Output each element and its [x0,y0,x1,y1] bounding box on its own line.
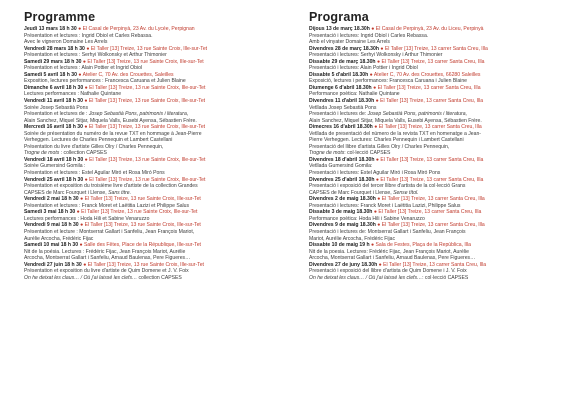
event-venue: Salle des Fêtes, Place de la République, Ille-sur-Tet [84,242,201,249]
event-text: Presentació i lectures: Franck Moret i Laëtitia Lazizi, Philippe Salus [309,202,461,209]
event-entry [309,262,561,282]
bullet-icon: ● [375,176,379,183]
event-title-italic: Trogne de mots [24,150,60,157]
event-venue: El Taller [13] Treize, 13 rue Sainte Croix, Ille-sur-Tet [89,176,206,183]
event-entry [24,98,276,124]
bullet-icon: ● [371,26,375,32]
event-date: Dissabte 3 de maig 18.30h [309,209,373,216]
event-text: Exposició, lectures i performances: Francesca Caruana i Julien Blaine [309,78,467,85]
event-entry [24,157,276,177]
event-title-italic: Josep Sebastià Pons, patrimonis i literatura, [88,111,189,118]
event-venue: El Taller [13] Treize, 13 rue Sainte Croix, Ille-sur-Tet [89,84,206,91]
event-text: Nit de la poésia. Lectures : Frédéric Fijac, Jean François Mariot, Aurélie [24,248,186,255]
event-date: Vendredi 9 mai 18 h 30 [24,222,79,229]
event-text: Presentació i lectures: Serhyi Wolkonsky i Arthur Thimonier [309,52,443,59]
event-text: Présentation du livre d'artiste Gilles Olry / Charles Pennequin, [24,143,164,150]
event-entry [309,26,561,46]
event-title-italic: Sans titre. [108,189,132,196]
event-text: CAPSES de Marc Fourquet i Llense, [24,189,109,196]
event-date: Diumenge 6 d'abril 18.30h [309,84,372,91]
event-date: Vendredi 25 avril 18 h 30 [24,176,84,183]
bullet-icon: ● [374,124,378,131]
event-entry [24,85,276,98]
event-venue: El Taller [13] Treize, 13 rue Sainte Croix, Ille-sur-Tet [89,156,206,163]
event-venue: El Taller [13] Treize, 13 carrer Santa Creu, Illa [377,84,481,91]
event-entry [309,98,561,124]
event-text-after: collection CAPSES [137,274,182,281]
event-date: Samedi 10 mai 18 h 30 [24,242,79,249]
event-entry [24,72,276,85]
event-text-after: : col·lecció CAPSES [422,274,469,281]
event-venue: El Taller [13] Treize, 13 rue Sainte Croix, Ille-sur-Tet [87,261,204,268]
bullet-icon: ● [84,176,88,183]
event-text: Présentation et lectures : Alain Pottier et Ingrid Obiol [24,65,143,72]
event-list-catalan [309,26,561,281]
event-text: Alain Sanchez, Miquel Sitjar, Miquela Valls, Eusebi Ayensa, Sébastien Frère. [309,117,482,124]
event-text: Lectures performances : Nathalie Quintane [24,91,122,98]
event-venue: El Taller [13] Treize, 13 rue Sainte Croix, Ille-sur-Tet [81,209,198,216]
event-venue: El Taller [13] Treize, 13 carrer Santa Creu, Illa [381,58,485,65]
event-list-french [24,26,276,281]
event-venue: El Taller [13] Treize, 13 carrer Santa Creu, Illa [380,156,484,163]
event-text: Mariot, Aurélie Arcocha, Frédéric Fijac [309,235,396,242]
bullet-icon: ● [79,242,83,249]
event-venue: El Taller [13] Treize, 13 rue Sainte Croix, Ille-sur-Tet [84,222,201,229]
event-text: Présentation et exposition du livre d'artiste de Quim Domene et J. V. Foix [24,268,189,275]
bullet-icon: ● [86,45,90,52]
event-venue: El Taller [13] Treize, 13 rue Sainte Croix, Ille-sur-Tet [84,196,201,203]
bullet-icon: ● [80,222,84,229]
event-venue: Sala de Festes, Plaça de la República, Illa [375,242,471,249]
event-text: Verheggen. Lectures de Charles Pennequin et Lambert Castellani [24,137,173,144]
event-venue: El Taller [13] Treize, 13 carrer Santa Creu, Illa [380,98,484,105]
event-title-italic: On he deixat les claus… / Où j'ai laissé les clefs… [309,274,423,281]
program-column-catalan [309,10,561,281]
event-description-line [24,275,276,282]
event-date: Dijous 13 de març 18.30h [309,26,370,32]
event-venue: Atelier C, 70 Av. des Crouettes, 66280 Saleilles [373,71,481,78]
event-title-italic: On he deixat les claus… / Où j'ai laissé les clefs… [24,274,138,281]
event-text: Lectures performances : Hoda Hili et Sabine Venaruzzo [24,215,150,222]
event-text: Aurélie Arcocha, Frédéric Fijac [24,235,94,242]
event-venue: El Taller [13] Treize, 13 rue Sainte Croix, Ille-sur-Tet [88,98,206,105]
event-entry [309,157,561,177]
event-text: Présentation et lectures : Serhyi Wolkonsky et Arthur Thimonier [24,52,167,59]
event-venue: El Taller [13] Treize, 13 rue Sainte Croix, Ille-sur-Tet [88,124,206,131]
bullet-icon: ● [377,196,381,203]
bullet-icon: ● [369,71,373,78]
event-text: Arcocha, Montserrat Gallart i Sanfeliu, Arnaud Baulenas, Pere Figueres… [24,255,191,262]
event-venue: Atelier C, 70 Av. des Crouettes, Saleilles [82,71,174,78]
event-entry [24,26,276,46]
event-venue: El Taller [13] Treize, 13 rue Sainte Croix, Ille-sur-Tet [87,58,204,65]
bullet-icon: ● [378,261,382,268]
event-date: Samedi 3 mai 18 h 30 [24,209,76,216]
bullet-icon: ● [375,156,379,163]
bullet-icon: ● [80,196,84,203]
event-text-after: : col·lecció CAPSES [344,150,391,157]
event-text: Soirée de présentation du numéro de la revue TXT en hommage à Jean-Pierre [24,130,202,137]
event-entry [24,242,276,262]
event-text: Soirée Josep Sebastià Pons [24,104,88,111]
bullet-icon: ● [373,84,377,91]
event-text: Présentation et lectures : Estel Aguilar Miró et Rosa Miró Pons [24,170,165,177]
event-text: Vetllada Gumersind Gomila: [309,163,373,170]
bullet-icon: ● [375,98,379,105]
event-text: Presentació i lectures: Ingrid Obiol i Carles Rebassa. [309,32,429,39]
event-venue: El Taller [13] Treize, 13 carrer Santa Creu, Illa [378,209,482,216]
event-text: Performance poètica: Nathalie Quintane [309,91,400,98]
event-text: Presentació i lectures de: Montserrat Gallart i Sanfeliu, Jean François [309,228,466,235]
event-venue: El Taller [13] Treize, 13 carrer Santa Creu, Illa [378,124,482,131]
bullet-icon: ● [84,84,88,91]
event-text: Présentation et lectures : Ingrid Obiol et Carles Rebassa. [24,32,153,39]
bullet-icon: ● [76,209,80,216]
event-date: Vendredi 28 mars 18 h 30 [24,45,85,52]
event-date: Divendres 25 d'abril 18.30h [309,176,375,183]
event-date: Divendres 11 d'abril 18.30h [309,98,375,105]
event-date: Vendredi 11 avril 18 h 30 [24,98,83,105]
bullet-icon: ● [377,222,381,229]
event-date: Dissabte 5 d'abril 18.30h [309,71,369,78]
event-description-line [309,275,561,282]
event-entry [24,222,276,242]
program-title-french: Programme [24,10,96,24]
event-venue: El Taller [13] Treize, 13 carrer Santa Creu, Illa [380,176,484,183]
bullet-icon: ● [84,98,88,105]
event-text: Performance poètica: Hoda Hili i Sabine Venaruzzo [309,215,425,222]
event-date: Jeudi 13 mars 18 h 30 [24,26,77,32]
event-entry [309,196,561,209]
event-text: Présentation et lecture : Montserrat Gallart i Sanfeliu, Jean François Mariot, [24,228,195,235]
bullet-icon: ● [82,58,86,65]
event-text: Presentació i exposició del llibre d'artista de Quim Domene i J. V. Foix [309,268,467,275]
event-venue: El Taller [13] Treize, 13 carrer Santa Creu, Illa [381,196,485,203]
event-date: Dimanche 6 avril 18 h 30 [24,84,84,91]
event-text: Presentació i exposició del tercer llibre d'artista de la col·lecció Grans [309,183,466,190]
event-entry [24,262,276,282]
event-text-after: : collection CAPSES [59,150,107,157]
event-entry [24,124,276,157]
event-entry [309,242,561,262]
event-text: Présentation et lectures : Franck Moret et Laëtitia Lazizi et Philippe Salus [24,202,190,209]
event-text: Exposition, lectures performances : Francesca Caruana et Julien Blaine [24,78,186,85]
event-text: Pierre Verheggen. Lectures: Charles Pennequin i Lambert Castellani [309,137,464,144]
bullet-icon: ● [373,209,377,216]
event-date: Dimecres 16 d'abril 18.30h [309,124,373,131]
event-entry [24,59,276,72]
event-text: Arcocha, Montserrat Gallart i Sanfeliu, Arnaud Baulenas, Pere Figueres… [309,255,476,262]
event-text: Amb el vinyater Domaine Les Arrels [309,39,390,46]
event-date: Divendres 27 de juny 18.30h [309,261,378,268]
event-text: Presentació i lectures de: [309,111,368,118]
event-text: Vetllada de presentació del número de la revista TXT en homenatge a Jean- [309,130,481,137]
bullet-icon: ● [376,58,381,65]
event-date: Vendredi 18 avril 18 h 30 [24,156,84,163]
bullet-icon: ● [78,26,82,32]
event-date: Vendredi 27 juin 18 h 30 [24,261,82,268]
event-date: Divendres 2 de maig 18.30h [309,196,376,203]
event-text: Nit de la poesia. Lectures: Frédéric Fijac, Jean François Mariot, Aurélie [309,248,469,255]
program-title-catalan: Programa [309,10,369,24]
event-text: Presentació i lectures: Estel Aguilar Miró i Rosa Miró Pons [309,170,441,177]
event-date: Dissabte 10 de maig 19 h [309,242,370,249]
event-date: Divendres 9 de maig 18.30h [309,222,376,229]
event-text: Presentació i lectures: Alain Pottier i Ingrid Obiol [309,65,418,72]
event-date: Mercredi 16 avril 18 h 30 [24,124,83,131]
event-entry [24,177,276,197]
bullet-icon: ● [78,71,82,78]
event-entry [24,196,276,209]
event-date: Dissabte 29 de març 18.30h [309,58,376,65]
event-date: Samedi 5 avril 18 h 30 [24,71,77,78]
event-entry [24,46,276,59]
event-entry [309,222,561,242]
event-title-italic: Sense títol. [393,189,419,196]
bullet-icon: ● [380,45,384,52]
event-text: Soirée Gumersind Gomila : [24,163,86,170]
event-text: CAPSES de Marc Fourquet i Llense, [309,189,394,196]
event-text: Alain Sanchez, Miquel Sitjar, Miquela Valls, Eusebi Ayensa, Sébastien Frère. [24,117,197,124]
event-text: Avec le vigneron Domaine Les Arrels [24,39,108,46]
event-entry [309,124,561,157]
event-text: Vetllada Josep Sebastià Pons [309,104,377,111]
event-date: Vendredi 2 mai 18 h 30 [24,196,79,203]
event-title-italic: Trogne de mots [309,150,345,157]
event-venue: El Casal de Perpinyà, 23 Av. du Liceu, Perpinyà [375,26,484,32]
event-entry [309,85,561,98]
event-venue: El Taller [13] Treize, 13 carrer Santa Creu, Illa [384,45,488,52]
bullet-icon: ● [371,242,375,249]
event-entry [309,59,561,72]
event-date: Divendres 18 d'abril 18.30h [309,156,375,163]
event-date: Samedi 29 mars 18 h 30 [24,58,82,65]
event-text: Presentació del llibre d'artista Gilles Olry / Charles Pennequin, [309,143,450,150]
event-title-italic: Josep Sebastià Pons, patrimonis i literatura, [367,111,467,118]
event-date: Divendres 28 de març 18.30h [309,45,379,52]
event-text: Présentation et exposition du troisième livre d'artiste de la collection Grandes [24,183,198,190]
bullet-icon: ● [84,124,88,131]
bullet-icon: ● [84,156,88,163]
event-entry [24,209,276,222]
bullet-icon: ● [83,261,87,268]
event-entry [309,209,561,222]
event-venue: El Taller [13] Treize, 13 carrer Santa Creu, Illa [383,261,487,268]
event-venue: El Taller [13] Treize, 13 rue Sainte Croix, Ille-sur-Tet [90,45,208,52]
event-entry [309,177,561,197]
event-entry [309,46,561,59]
event-entry [309,72,561,85]
program-column-french [24,10,276,281]
event-text: Présentation et lectures de : [24,111,89,118]
event-venue: El Taller [13] Treize, 13 carrer Santa Creu, Illa [381,222,485,229]
event-venue: El Casal de Perpinyà, 23 Av. du Lycée, Perpignan [82,26,195,32]
